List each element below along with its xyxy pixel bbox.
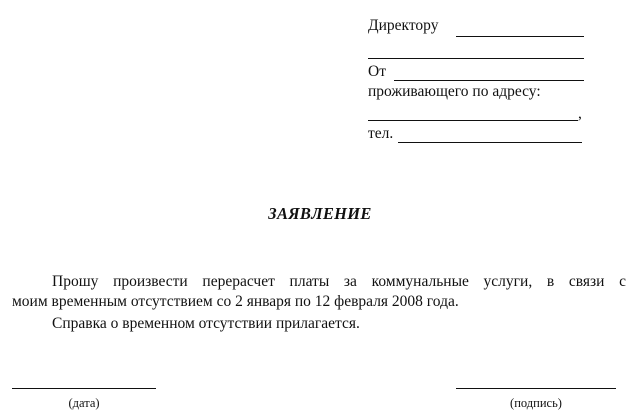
address-line <box>368 120 578 121</box>
phone-label: тел. <box>368 125 394 142</box>
phone-line <box>398 142 582 143</box>
signature-caption: (подпись) <box>510 396 562 410</box>
body-line-2: моим временным отсутствием со 2 января по 12 февраля 2008 года. <box>12 293 459 310</box>
signature-line <box>456 388 616 389</box>
director-name-line <box>456 36 584 37</box>
applicant-name-line <box>394 80 584 81</box>
body-line-3: Справка о временном отсутствии прилагается. <box>52 315 360 332</box>
from-label: От <box>368 63 386 80</box>
document-title: ЗАЯВЛЕНИЕ <box>268 204 372 223</box>
address-comma: , <box>578 105 582 122</box>
director-name-line-2 <box>368 58 584 59</box>
address-label: проживающего по адресу: <box>368 83 541 100</box>
body-line-1: Прошу произвести перерасчет платы за коммунальные услуги, в связи с <box>52 273 626 290</box>
date-caption: (дата) <box>68 396 100 410</box>
date-line <box>12 388 156 389</box>
to-label: Директору <box>368 17 439 34</box>
